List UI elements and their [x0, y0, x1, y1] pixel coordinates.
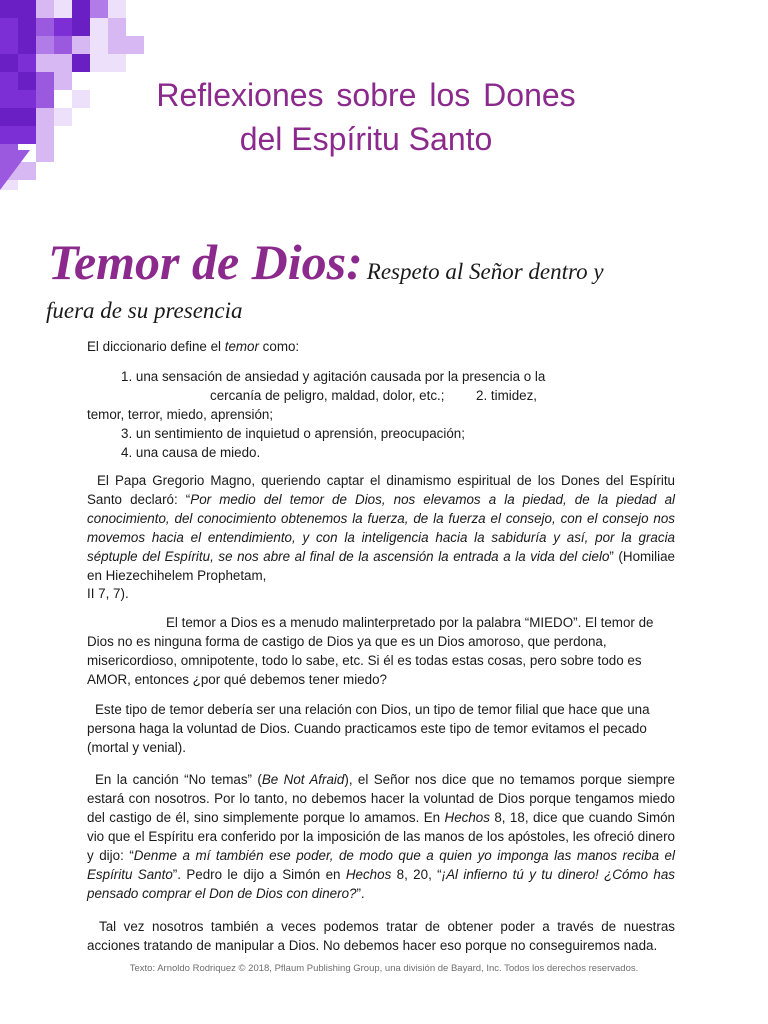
definition-2a: 2. timidez, — [476, 388, 538, 403]
paragraph-conclusion: Tal vez nosotros también a veces podemos tratar de obtener poder a través de nuestras acciones tratando de manipular a Dios. No debemos hacer eso porque no conseguiremos nada. — [87, 919, 675, 953]
definition-4: 4. una causa de miedo. — [121, 445, 261, 460]
mosaic-tile — [108, 0, 126, 18]
mosaic-tile — [72, 0, 90, 18]
mosaic-tile — [0, 54, 18, 72]
paragraph-relacion: Este tipo de temor debería ser una relación con Dios, un tipo de temor filial que hace que una persona haga la voluntad de Dios. Cuando practicamos este tipo de temor evitamos el pecado (mortal y venial). — [87, 702, 650, 755]
mosaic-tile — [72, 18, 90, 36]
mosaic-tile — [90, 36, 108, 54]
mosaic-tile — [0, 0, 18, 18]
mosaic-tile — [36, 0, 54, 18]
mosaic-tile — [36, 36, 54, 54]
mosaic-tile — [54, 0, 72, 18]
heading-sub: Respeto al Señor dentro y — [366, 259, 604, 284]
mosaic-tile — [36, 18, 54, 36]
definition-3: 3. un sentimiento de inquietud o aprensión, preocupación; — [121, 426, 465, 441]
mosaic-tile — [108, 36, 126, 54]
mosaic-tile — [108, 54, 126, 72]
mosaic-tile — [0, 36, 18, 54]
mosaic-tile — [0, 18, 18, 36]
mosaic-tile — [18, 36, 36, 54]
definition-1b: cercanía de peligro, maldad, dolor, etc.; — [210, 388, 445, 403]
paragraph-cancion: En la canción “No temas” (Be Not Afraid), el Señor nos dice que no temamos porque siempre estará con nosotros. Por lo tanto, no debemos hacer la voluntad de Dios porque tengamos miedo del castigo de él, sino simplemente porque lo amamos. En Hechos 8, 18, dice que cuando Simón vio que el Espíritu era conferido por la imposición de las manos de los apóstoles, les ofreció dinero y dijo: “Denme a mí también ese poder, de modo que a quien yo imponga las manos reciba el Espíritu Santo”. Pedro le dijo a Simón en Hechos 8, 20, “¡Al infierno tú y tu dinero! ¿Cómo has pensado comprar el Don de Dios con dinero?”. — [87, 772, 676, 901]
paragraph-miedo-rest: Dios no es ninguna forma de castigo de Dios ya que es un Dios amoroso, que perdona, misericordioso, omnipotente, todo lo sabe, etc. Si él es todas estas cosas, pero sobre todo es AMOR, entonces ¿por qué debemos tener miedo? — [87, 634, 642, 687]
mosaic-tile — [18, 0, 36, 18]
footer-copyright: Texto: Arnoldo Rodriquez © 2018, Pflaum Publishing Group, una división de Bayard, Inc. Todos los derechos reservados. — [129, 963, 639, 974]
mosaic-tile — [90, 0, 108, 18]
heading-main: Temor de Dios: — [48, 234, 363, 290]
mosaic-tile — [36, 54, 54, 72]
mosaic-tile — [18, 18, 36, 36]
intro-line: El diccionario define el temor como: — [87, 339, 300, 354]
mosaic-tile — [90, 54, 108, 72]
mosaic-tile — [54, 54, 72, 72]
mosaic-tile — [126, 36, 144, 54]
mosaic-tile — [72, 54, 90, 72]
mosaic-tile — [54, 18, 72, 36]
paragraph-gregorio: El Papa Gregorio Magno, queriendo captar el dinamismo espiritual de los Dones del Espíritu Santo declaró: “Por medio del temor de Dios, nos elevamos a la piedad, de la piedad al conocimiento, del conocimiento obtenemos la fuerza, de la fuerza el consejo, con el consejo nos movemos hacia el entendimiento, y con la inteligencia hacia la sabiduría y así, por la gracia séptuple del Espíritu, se nos abre al final de la ascensión la entrada a la vida del cielo” (Homiliae en Hiezechihelem Prophetam, — [87, 473, 675, 583]
mosaic-tile — [18, 162, 36, 180]
section-heading — [48, 236, 728, 301]
header-title-line1: Reflexiones sobre los Dones — [156, 77, 576, 113]
paragraph-miedo-line1: El temor a Dios es a menudo malinterpretado por la palabra “MIEDO”. El temor de — [166, 615, 654, 630]
header-title-line2: del Espíritu Santo — [239, 121, 493, 157]
mosaic-tile — [18, 54, 36, 72]
definition-1a: 1. una sensación de ansiedad y agitación causada por la presencia o la — [121, 369, 546, 384]
mosaic-tile — [108, 18, 126, 36]
heading-sub-line2: fuera de su presencia — [46, 298, 243, 323]
mosaic-tile — [54, 36, 72, 54]
mosaic-tile — [72, 36, 90, 54]
paragraph-gregorio-ref: II 7, 7). — [87, 586, 129, 601]
definition-2b: temor, terror, miedo, aprensión; — [87, 407, 274, 422]
mosaic-tile — [90, 18, 108, 36]
